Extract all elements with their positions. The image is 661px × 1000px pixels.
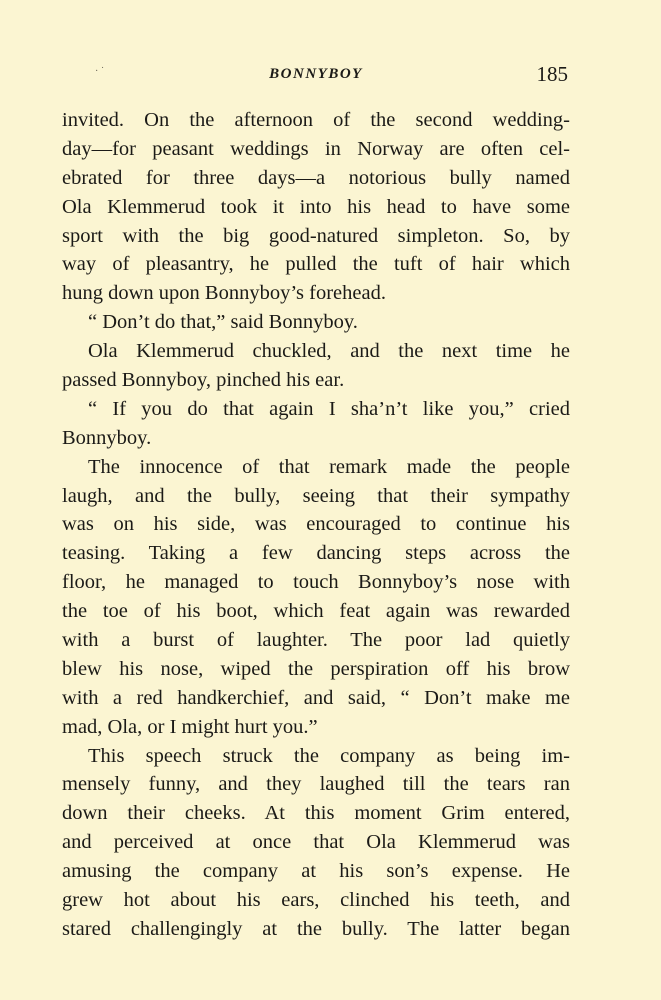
text-line: the toe of his boot, which feat again was rewarded [62, 600, 570, 623]
text-line: hung down upon Bonnyboy’s forehead. [62, 282, 386, 305]
text-line: “ Don’t do that,” said Bonnyboy. [88, 311, 358, 334]
page-number: 185 [536, 62, 568, 86]
text-line: mad, Ola, or I might hurt you.” [62, 715, 318, 738]
text-line: grew hot about his ears, clinched his teeth, and [62, 889, 570, 912]
text-line: with a red handkerchief, and said, “ Don’t make me [62, 686, 570, 709]
text-line: laugh, and the bully, seeing that their sympathy [62, 484, 570, 507]
text-line: teasing. Taking a few dancing steps across the [62, 542, 570, 565]
text-line: with a burst of laughter. The poor lad quietly [62, 629, 570, 652]
text-line: stared challengingly at the bully. The latter began [62, 917, 570, 940]
text-line: down their cheeks. At this moment Grim entered, [62, 802, 570, 825]
text-line: day—for peasant weddings in Norway are often cel- [62, 137, 570, 160]
text-line: ebrated for three days—a notorious bully named [62, 166, 570, 189]
running-title: BONNYBOY [269, 66, 363, 82]
text-line: blew his nose, wiped the perspiration off his brow [62, 657, 570, 680]
text-line: passed Bonnyboy, pinched his ear. [62, 369, 345, 392]
text-line: sport with the big good-natured simpleton. So, by [62, 224, 570, 247]
text-line: “ If you do that again I sha’n’t like you,” cried [88, 397, 570, 420]
text-line: way of pleasantry, he pulled the tuft of hair which [62, 253, 570, 276]
text-line: invited. On the afternoon of the second wedding- [62, 109, 570, 131]
running-head [62, 62, 570, 88]
text-line: and perceived at once that Ola Klemmerud was [62, 831, 570, 854]
body-text [62, 106, 570, 944]
text-line: mensely funny, and they laughed till the tears ran [62, 773, 570, 796]
text-line: This speech struck the company as being im- [88, 744, 570, 767]
text-line: Bonnyboy. [62, 426, 152, 449]
text-line: floor, he managed to touch Bonnyboy’s nose with [62, 571, 570, 594]
text-line: The innocence of that remark made the people [88, 455, 570, 478]
text-line: Ola Klemmerud chuckled, and the next time he [88, 340, 570, 363]
text-line: amusing the company at his son’s expense. He [62, 860, 570, 883]
print-specks: · ˙ [95, 66, 105, 77]
text-line: was on his side, was encouraged to continue his [62, 513, 570, 536]
text-line: Ola Klemmerud took it into his head to have some [62, 195, 570, 218]
